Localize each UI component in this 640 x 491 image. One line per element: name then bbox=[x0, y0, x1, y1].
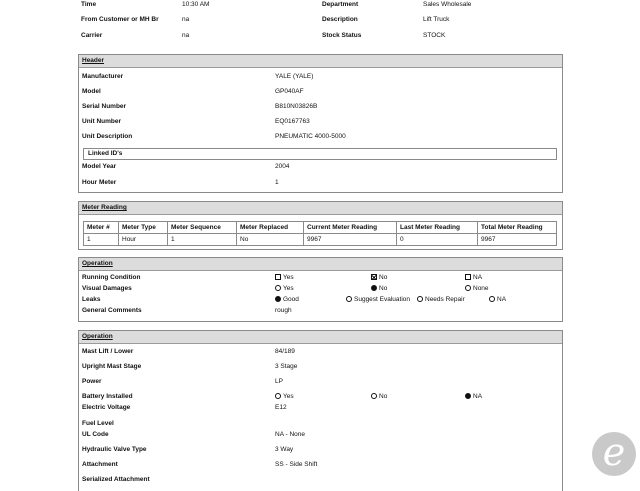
battery-installed-row: Battery Installed Yes No NA bbox=[82, 393, 483, 400]
table-row bbox=[84, 234, 557, 246]
linked-ids-label: Linked ID's bbox=[88, 150, 123, 157]
model-row: Model GP040AF bbox=[82, 88, 304, 95]
attachment-row: Attachment SS - Side Shift bbox=[82, 461, 318, 468]
linked-ids-box bbox=[83, 148, 557, 160]
upright-mast-row: Upright Mast Stage 3 Stage bbox=[82, 363, 298, 370]
serial-number-row: Serial Number B810N03826B bbox=[82, 103, 318, 110]
meter-col: Current Meter Reading bbox=[304, 222, 397, 234]
meter-col: Meter # bbox=[84, 222, 119, 234]
leaks-na-option[interactable]: NA bbox=[489, 296, 506, 303]
meter-col: Total Meter Reading bbox=[478, 222, 557, 234]
meter-col: Meter Sequence bbox=[168, 222, 237, 234]
meter-reading-section bbox=[78, 201, 563, 250]
stock-status-value: STOCK bbox=[423, 32, 446, 39]
visual-none-option[interactable]: None bbox=[465, 285, 489, 292]
time-value: 10:30 AM bbox=[182, 1, 210, 8]
meter-cell: 1 bbox=[84, 234, 119, 246]
time-label: Time bbox=[81, 1, 97, 8]
description-value: Lift Truck bbox=[423, 16, 450, 23]
battery-na-option[interactable]: NA bbox=[465, 393, 482, 400]
running-yes-option[interactable]: Yes bbox=[275, 274, 294, 281]
battery-no-option[interactable]: No bbox=[371, 393, 387, 400]
running-na-option[interactable]: NA bbox=[465, 274, 482, 281]
operation-section-1 bbox=[78, 257, 563, 322]
meter-cell: 9967 bbox=[304, 234, 397, 246]
power-row: Power LP bbox=[82, 378, 283, 385]
radio-icon[interactable] bbox=[371, 393, 377, 399]
meter-reading-title: Meter Reading bbox=[79, 202, 562, 215]
meter-cell: Hour bbox=[119, 234, 168, 246]
meter-cell: 1 bbox=[168, 234, 237, 246]
header-section bbox=[78, 54, 563, 193]
radio-icon[interactable] bbox=[417, 296, 423, 302]
leaks-needs-repair-option[interactable]: Needs Repair bbox=[417, 296, 465, 303]
from-label: From Customer or MH Br bbox=[81, 16, 159, 23]
unit-description-row: Unit Description PNEUMATIC 4000-5000 bbox=[82, 133, 346, 140]
electric-voltage-row: Electric Voltage E12 bbox=[82, 404, 287, 411]
unit-number-row: Unit Number EQ0167763 bbox=[82, 118, 310, 125]
hour-meter-row: Hour Meter 1 bbox=[82, 179, 279, 186]
from-value: na bbox=[182, 16, 190, 23]
manufacturer-row: Manufacturer YALE (YALE) bbox=[82, 73, 314, 80]
serialized-attachment-row: Serialized Attachment bbox=[82, 476, 150, 483]
radio-icon[interactable] bbox=[489, 296, 495, 302]
meter-col: Meter Replaced bbox=[237, 222, 304, 234]
visual-no-option[interactable]: No bbox=[371, 285, 387, 292]
fuel-level-row: Fuel Level bbox=[82, 420, 114, 427]
radio-icon[interactable] bbox=[465, 285, 471, 291]
hydraulic-valve-row: Hydraulic Valve Type 3 Way bbox=[82, 446, 294, 453]
stock-status-label: Stock Status bbox=[322, 32, 362, 39]
leaks-row: Leaks Good Suggest Evaluation Needs Repair NA bbox=[82, 296, 507, 303]
visual-yes-option[interactable]: Yes bbox=[275, 285, 294, 292]
radio-selected-icon[interactable] bbox=[371, 285, 377, 291]
header-section-title: Header bbox=[79, 55, 562, 68]
meter-cell: No bbox=[237, 234, 304, 246]
operation-title-2: Operation bbox=[79, 331, 562, 344]
meter-cell: 0 bbox=[397, 234, 478, 246]
radio-icon[interactable] bbox=[275, 285, 281, 291]
mast-lift-row: Mast Lift / Lower 84/189 bbox=[82, 348, 295, 355]
radio-icon[interactable] bbox=[346, 296, 352, 302]
operation-title-1: Operation bbox=[79, 258, 562, 271]
radio-selected-icon[interactable] bbox=[275, 296, 281, 302]
meter-table bbox=[83, 221, 557, 246]
meter-col: Meter Type bbox=[119, 222, 168, 234]
description-label: Description bbox=[322, 16, 358, 23]
checkbox-checked-icon[interactable] bbox=[371, 274, 377, 280]
running-condition-row: Running Condition Yes No NA bbox=[82, 274, 483, 281]
department-value: Sales Wholesale bbox=[423, 1, 472, 8]
battery-yes-option[interactable]: Yes bbox=[275, 393, 294, 400]
department-label: Department bbox=[322, 1, 359, 8]
carrier-label: Carrier bbox=[81, 32, 103, 39]
meter-table-header bbox=[84, 222, 557, 234]
checkbox-icon[interactable] bbox=[465, 274, 471, 280]
running-no-option[interactable]: No bbox=[371, 274, 387, 281]
operation-section-2 bbox=[78, 330, 563, 491]
general-comments-row: General Comments rough bbox=[82, 307, 292, 314]
leaks-good-option[interactable]: Good bbox=[275, 296, 299, 303]
meter-col: Last Meter Reading bbox=[397, 222, 478, 234]
visual-damages-row: Visual Damages Yes No None bbox=[82, 285, 489, 292]
radio-icon[interactable] bbox=[275, 393, 281, 399]
checkbox-icon[interactable] bbox=[275, 274, 281, 280]
logo-letter: e bbox=[602, 430, 626, 474]
carrier-value: na bbox=[182, 32, 190, 39]
radio-selected-icon[interactable] bbox=[465, 393, 471, 399]
meter-cell: 9967 bbox=[478, 234, 557, 246]
model-year-row: Model Year 2004 bbox=[82, 163, 290, 170]
ul-code-row: UL Code NA - None bbox=[82, 431, 305, 438]
leaks-suggest-option[interactable]: Suggest Evaluation bbox=[346, 296, 410, 303]
watermark-logo bbox=[592, 432, 636, 476]
